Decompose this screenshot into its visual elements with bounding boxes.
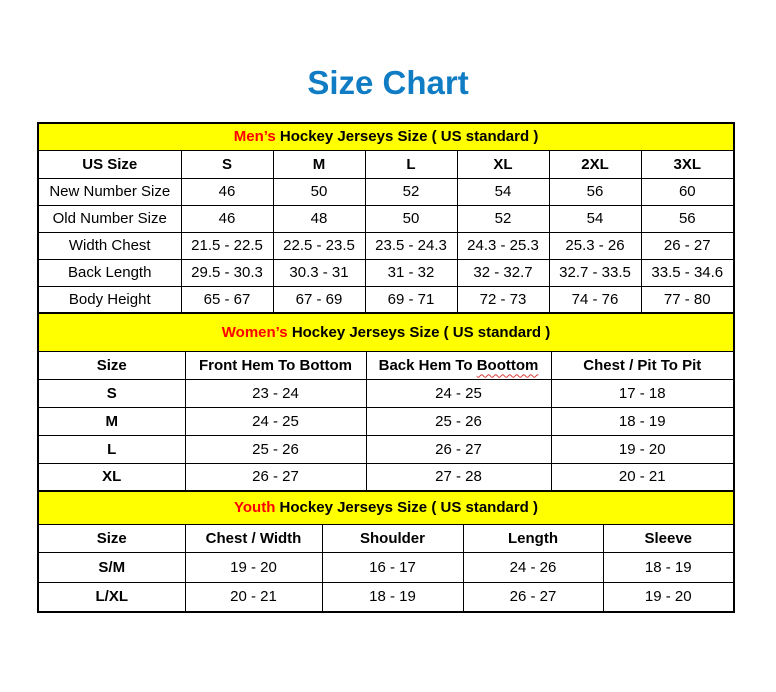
column-header: Size xyxy=(38,524,185,552)
table-cell: 20 - 21 xyxy=(185,582,322,612)
womens-section-title: Hockey Jerseys Size ( US standard ) xyxy=(291,323,551,341)
table-row xyxy=(38,259,734,286)
table-row xyxy=(38,178,734,205)
table-cell: 26 - 27 xyxy=(366,435,551,463)
column-header: M xyxy=(273,150,365,178)
table-cell: 26 - 27 xyxy=(641,232,734,259)
mens-section-header-row xyxy=(38,123,734,150)
table-row xyxy=(38,552,734,582)
column-header: XL xyxy=(457,150,549,178)
column-header: Size xyxy=(38,351,185,379)
size-tables-container xyxy=(37,122,733,613)
table-cell: 25.3 - 26 xyxy=(549,232,641,259)
table-cell: 21.5 - 22.5 xyxy=(181,232,273,259)
table-cell: 32 - 32.7 xyxy=(457,259,549,286)
table-cell: 50 xyxy=(273,178,365,205)
table-cell: 25 - 26 xyxy=(366,407,551,435)
table-cell: 54 xyxy=(457,178,549,205)
youth-size-table xyxy=(37,490,735,613)
youth-section-header-row xyxy=(38,491,734,524)
row-label: Width Chest xyxy=(38,232,181,259)
mens-section-accent: Men’s xyxy=(233,128,276,146)
table-row xyxy=(38,205,734,232)
table-cell: 30.3 - 31 xyxy=(273,259,365,286)
column-header: 3XL xyxy=(641,150,734,178)
womens-section-header-row xyxy=(38,313,734,351)
table-cell: 65 - 67 xyxy=(181,286,273,313)
table-cell: 77 - 80 xyxy=(641,286,734,313)
womens-column-header-row xyxy=(38,351,734,379)
row-label: Back Length xyxy=(38,259,181,286)
table-cell: 26 - 27 xyxy=(185,463,366,491)
table-cell: 32.7 - 33.5 xyxy=(549,259,641,286)
row-label: Old Number Size xyxy=(38,205,181,232)
table-cell: 48 xyxy=(273,205,365,232)
table-cell: 18 - 19 xyxy=(603,552,734,582)
column-header: Chest / Width xyxy=(185,524,322,552)
row-label: XL xyxy=(38,463,185,491)
page-title: Size Chart xyxy=(307,64,469,101)
table-cell: 19 - 20 xyxy=(551,435,734,463)
row-label: M xyxy=(38,407,185,435)
table-cell: 22.5 - 23.5 xyxy=(273,232,365,259)
table-cell: 19 - 20 xyxy=(603,582,734,612)
table-cell: 24.3 - 25.3 xyxy=(457,232,549,259)
column-header: Length xyxy=(463,524,603,552)
table-cell: 24 - 26 xyxy=(463,552,603,582)
table-cell: 29.5 - 30.3 xyxy=(181,259,273,286)
womens-section-header xyxy=(38,313,734,351)
table-cell: 18 - 19 xyxy=(551,407,734,435)
table-cell: 16 - 17 xyxy=(322,552,463,582)
table-cell: 54 xyxy=(549,205,641,232)
table-row xyxy=(38,407,734,435)
table-row xyxy=(38,463,734,491)
table-cell: 60 xyxy=(641,178,734,205)
table-cell: 56 xyxy=(641,205,734,232)
column-header: S xyxy=(181,150,273,178)
table-cell: 46 xyxy=(181,178,273,205)
mens-column-header-row xyxy=(38,150,734,178)
table-row xyxy=(38,582,734,612)
table-cell: 23.5 - 24.3 xyxy=(365,232,457,259)
column-header: Shoulder xyxy=(322,524,463,552)
mens-size-table xyxy=(37,122,735,314)
mens-section-header xyxy=(38,123,734,150)
row-label: L xyxy=(38,435,185,463)
table-cell: 50 xyxy=(365,205,457,232)
table-cell: 18 - 19 xyxy=(322,582,463,612)
column-header: US Size xyxy=(38,150,181,178)
row-label: S xyxy=(38,379,185,407)
column-header: 2XL xyxy=(549,150,641,178)
table-cell: 24 - 25 xyxy=(366,379,551,407)
column-header: Chest / Pit To Pit xyxy=(551,351,734,379)
table-cell: 25 - 26 xyxy=(185,435,366,463)
table-cell: 52 xyxy=(365,178,457,205)
table-cell: 69 - 71 xyxy=(365,286,457,313)
column-header: Front Hem To Bottom xyxy=(185,351,366,379)
column-header: Sleeve xyxy=(603,524,734,552)
table-cell: 23 - 24 xyxy=(185,379,366,407)
table-cell: 74 - 76 xyxy=(549,286,641,313)
womens-section-accent: Women’s xyxy=(221,323,288,341)
table-row xyxy=(38,286,734,313)
table-cell: 52 xyxy=(457,205,549,232)
row-label: S/M xyxy=(38,552,185,582)
column-header-misspelled: Back Hem To Boottom xyxy=(366,351,551,379)
table-cell: 20 - 21 xyxy=(551,463,734,491)
mens-section-title: Hockey Jerseys Size ( US standard ) xyxy=(279,128,539,146)
table-cell: 19 - 20 xyxy=(185,552,322,582)
table-cell: 17 - 18 xyxy=(551,379,734,407)
table-row xyxy=(38,435,734,463)
table-cell: 33.5 - 34.6 xyxy=(641,259,734,286)
youth-section-title: Hockey Jerseys Size ( US standard ) xyxy=(279,499,538,517)
table-row xyxy=(38,232,734,259)
youth-section-accent: Youth xyxy=(234,499,276,517)
table-cell: 67 - 69 xyxy=(273,286,365,313)
table-cell: 27 - 28 xyxy=(366,463,551,491)
column-header: L xyxy=(365,150,457,178)
row-label: L/XL xyxy=(38,582,185,612)
row-label: Body Height xyxy=(38,286,181,313)
spellcheck-squiggle-word: Boottom xyxy=(476,356,539,374)
table-row xyxy=(38,379,734,407)
womens-size-table xyxy=(37,312,735,492)
table-cell: 31 - 32 xyxy=(365,259,457,286)
table-cell: 24 - 25 xyxy=(185,407,366,435)
table-cell: 26 - 27 xyxy=(463,582,603,612)
youth-column-header-row xyxy=(38,524,734,552)
table-cell: 56 xyxy=(549,178,641,205)
row-label: New Number Size xyxy=(38,178,181,205)
youth-section-header xyxy=(38,491,734,524)
table-cell: 72 - 73 xyxy=(457,286,549,313)
table-cell: 46 xyxy=(181,205,273,232)
